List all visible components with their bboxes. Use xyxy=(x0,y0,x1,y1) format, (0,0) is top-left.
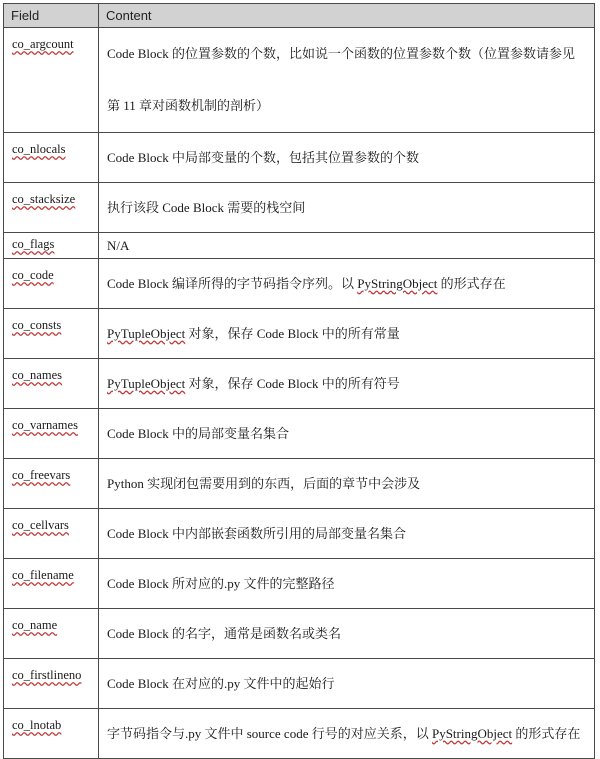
table-row xyxy=(4,309,595,359)
content-cell: 执行该段 Code Block 需要的栈空间 xyxy=(99,183,595,233)
field-name: co_filename xyxy=(12,568,74,582)
field-cell xyxy=(4,509,99,559)
field-name: co_names xyxy=(12,368,62,382)
field-cell xyxy=(4,559,99,609)
field-name: co_nlocals xyxy=(12,142,66,156)
field-name: co_firstlineno xyxy=(12,668,82,682)
table-row xyxy=(4,409,595,459)
content-cell: Code Block 的名字，通常是函数名或类名 xyxy=(99,609,595,659)
type-name: PyStringObject xyxy=(357,275,438,291)
field-cell xyxy=(4,609,99,659)
field-name: co_lnotab xyxy=(12,718,62,732)
table-row xyxy=(4,28,595,133)
content-cell: 字节码指令与.py 文件中 source code 行号的对应关系，以 PyStringObject 的形式存在 xyxy=(99,709,595,759)
code-object-fields-table xyxy=(3,3,595,759)
content-cell: Python 实现闭包需要用到的东西，后面的章节中会涉及 xyxy=(99,459,595,509)
field-cell xyxy=(4,133,99,183)
field-cell xyxy=(4,359,99,409)
field-cell xyxy=(4,259,99,309)
field-name: co_freevars xyxy=(12,468,71,482)
content-cell: PyTupleObject 对象，保存 Code Block 中的所有符号 xyxy=(99,359,595,409)
table-header-row xyxy=(4,4,595,28)
table-row xyxy=(4,459,595,509)
type-name: PyTupleObject xyxy=(107,375,186,391)
content-cell: PyTupleObject 对象，保存 Code Block 中的所有常量 xyxy=(99,309,595,359)
field-cell xyxy=(4,409,99,459)
table-row xyxy=(4,259,595,309)
table-row xyxy=(4,659,595,709)
table-row xyxy=(4,509,595,559)
table-row xyxy=(4,559,595,609)
field-name: co_flags xyxy=(12,237,55,251)
table-row xyxy=(4,233,595,259)
table-row xyxy=(4,183,595,233)
field-name: co_cellvars xyxy=(12,518,69,532)
table-row xyxy=(4,359,595,409)
field-name: co_stacksize xyxy=(12,192,76,206)
field-column-header: Field xyxy=(4,4,99,28)
field-cell xyxy=(4,233,99,259)
field-name: co_name xyxy=(12,618,58,632)
content-cell: Code Block 中局部变量的个数，包括其位置参数的个数 xyxy=(99,133,595,183)
field-cell xyxy=(4,709,99,759)
content-cell: N/A xyxy=(99,233,595,259)
field-name: co_consts xyxy=(12,318,62,332)
field-name: co_argcount xyxy=(12,37,74,51)
field-cell xyxy=(4,659,99,709)
table-row xyxy=(4,709,595,759)
content-column-header: Content xyxy=(99,4,595,28)
field-cell xyxy=(4,28,99,133)
field-name: co_code xyxy=(12,268,54,282)
content-cell: Code Block 中的局部变量名集合 xyxy=(99,409,595,459)
field-name: co_varnames xyxy=(12,418,78,432)
field-cell xyxy=(4,183,99,233)
content-cell: Code Block 的位置参数的个数，比如说一个函数的位置参数个数（位置参数请参见第 11 章对函数机制的剖析） xyxy=(99,28,595,133)
type-name: PyStringObject xyxy=(431,725,513,741)
content-cell: Code Block 所对应的.py 文件的完整路径 xyxy=(99,559,595,609)
content-cell: Code Block 中内部嵌套函数所引用的局部变量名集合 xyxy=(99,509,595,559)
table-row xyxy=(4,609,595,659)
field-cell xyxy=(4,459,99,509)
table-row xyxy=(4,133,595,183)
content-cell: Code Block 编译所得的字节码指令序列。以 PyStringObject 的形式存在 xyxy=(99,259,595,309)
type-name: PyTupleObject xyxy=(107,325,186,341)
field-cell xyxy=(4,309,99,359)
content-cell: Code Block 在对应的.py 文件中的起始行 xyxy=(99,659,595,709)
